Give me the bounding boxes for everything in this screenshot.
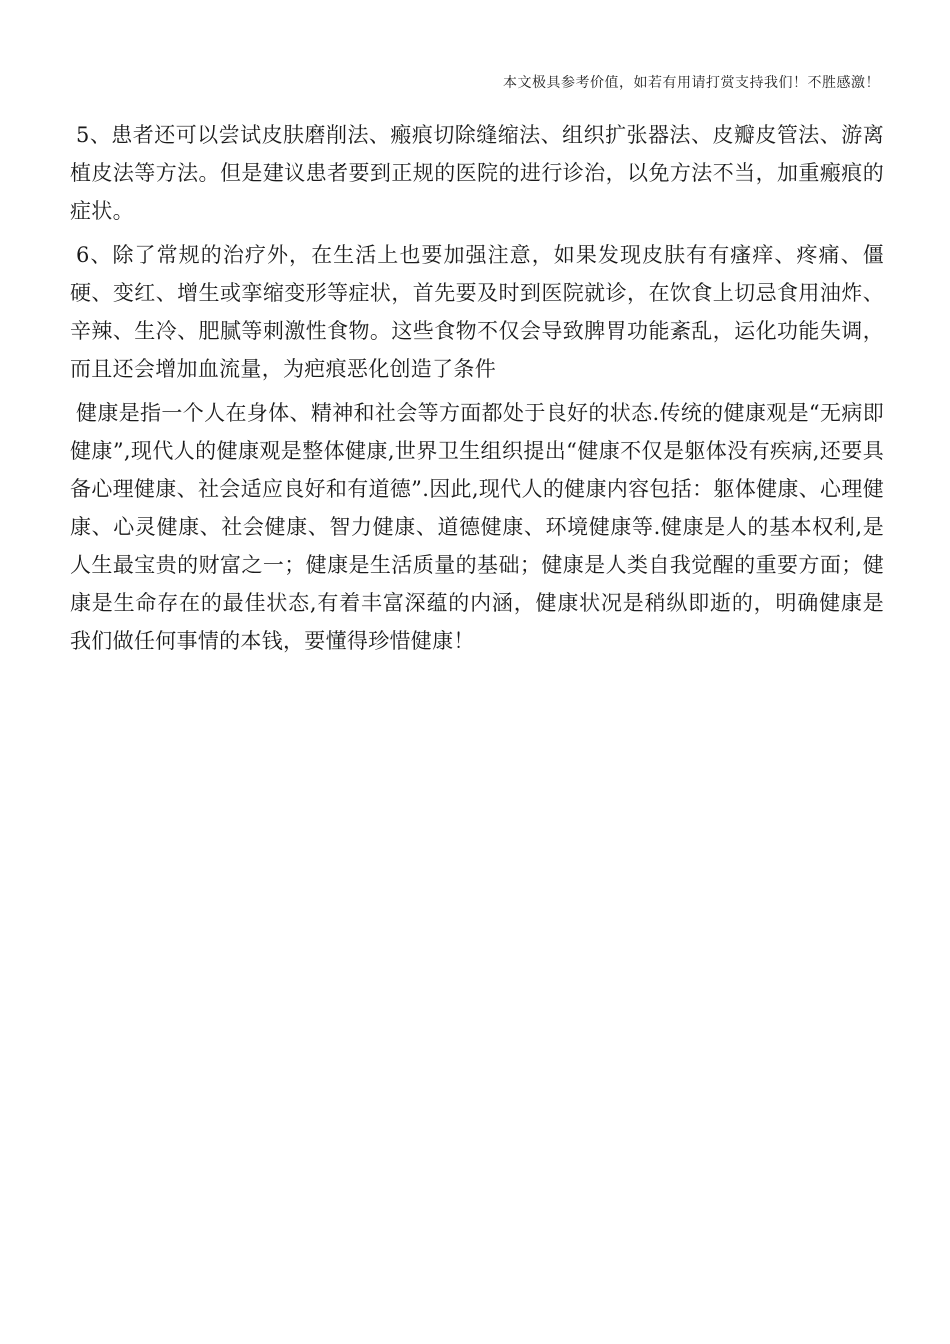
paragraph-item-6: 6、除了常规的治疗外，在生活上也要加强注意，如果发现皮肤有有瘙痒、疼痛、僵硬、变红、增生或挛缩变形等症状，首先要及时到医院就诊，在饮食上切忌食用油炸、辛辣、生冷、肥腻等刺激性食物。这些食物不仅会导致脾胃功能紊乱，运化功能失调，而且还会增加血流量，为疤痕恶化创造了条件 [70,243,884,381]
paragraph-item-5: 5、患者还可以尝试皮肤磨削法、瘢痕切除缝缩法、组织扩张器法、皮瓣皮管法、游离植皮法等方法。但是建议患者要到正规的医院的进行诊治，以免方法不当，加重瘢痕的症状。 [70,123,884,223]
header-note: 本文极具参考价值，如若有用请打赏支持我们！不胜感激！ [503,75,880,91]
document-body [70,116,884,666]
paragraph-health: 健康是指一个人在身体、精神和社会等方面都处于良好的状态.传统的健康观是“无病即健康”,现代人的健康观是整体健康,世界卫生组织提出“健康不仅是躯体没有疾病,还要具备心理健康、社会适应良好和有道德”.因此,现代人的健康内容包括：躯体健康、心理健康、心灵健康、社会健康、智力健康、道德健康、环境健康等.健康是人的基本权利,是人生最宝贵的财富之一；健康是生活质量的基础；健康是人类自我觉醒的重要方面；健康是生命存在的最佳状态,有着丰富深蕴的内涵，健康状况是稍纵即逝的，明确健康是我们做任何事情的本钱，要懂得珍惜健康！ [70,401,884,653]
